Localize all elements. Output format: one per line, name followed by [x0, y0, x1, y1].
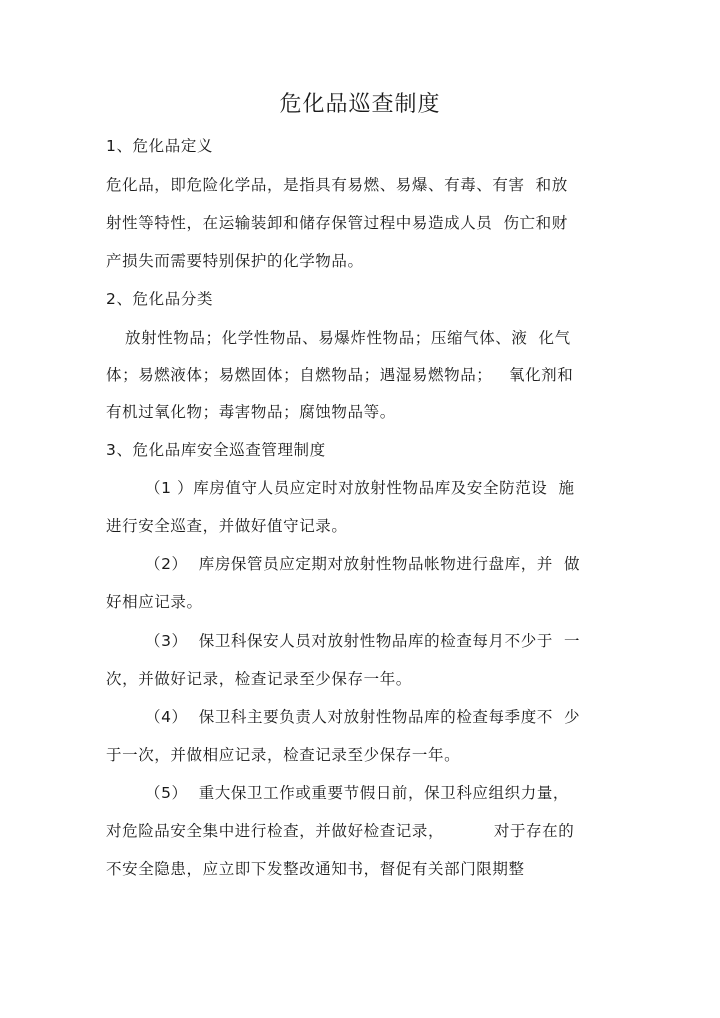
- body-line: （1 ）库房值守人员应定时对放射性物品库及安全防范设 施: [145, 479, 575, 497]
- body-line: 放射性物品；化学性物品、易爆炸性物品；压缩气体、液 化气: [125, 329, 571, 347]
- body-line: （5） 重大保卫工作或重要节假日前，保卫科应组织力量，: [145, 784, 570, 802]
- body-line: （2） 库房保管员应定期对放射性物品帐物进行盘库，并 做: [145, 555, 581, 573]
- body-line: 危化品，即危险化学品，是指具有易燃、易爆、有毒、有害 和放: [106, 176, 568, 194]
- body-line: （4） 保卫科主要负责人对放射性物品库的检查每季度不 少: [145, 708, 581, 726]
- body-line: 对危险品安全集中进行检查，并做好检查记录， 对于存在的: [106, 822, 575, 840]
- body-line: 进行安全巡查，并做好值守记录。: [106, 517, 348, 535]
- section-heading-2: 2、危化品分类: [106, 290, 214, 308]
- body-line: 不安全隐患，应立即下发整改通知书，督促有关部门限期整: [106, 860, 525, 878]
- body-line: 于一次，并做相应记录，检查记录至少保存一年。: [106, 746, 461, 764]
- section-heading-1: 1、危化品定义: [106, 137, 214, 155]
- body-line: 体；易燃液体；易燃固体；自燃物品；遇湿易燃物品； 氧化剂和: [106, 366, 574, 384]
- body-line: （3） 保卫科保安人员对放射性物品库的检查每月不少于 一: [145, 632, 581, 650]
- body-line: 次，并做好记录，检查记录至少保存一年。: [106, 670, 412, 688]
- body-line: 好相应记录。: [106, 593, 203, 611]
- body-line: 射性等特性，在运输装卸和储存保管过程中易造成人员 伤亡和财: [106, 214, 568, 232]
- body-line: 有机过氧化物；毒害物品；腐蚀物品等。: [106, 403, 396, 421]
- body-line: 产损失而需要特别保护的化学物品。: [106, 252, 364, 270]
- page-title: 危化品巡查制度: [279, 92, 441, 117]
- section-heading-3: 3、危化品库安全巡查管理制度: [106, 441, 326, 459]
